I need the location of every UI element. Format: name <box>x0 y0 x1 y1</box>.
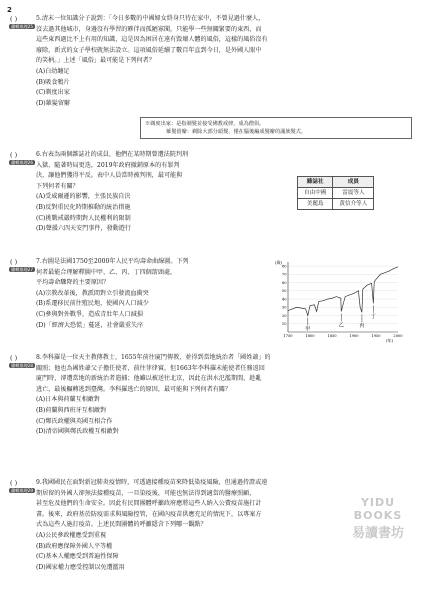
question-stem <box>36 150 300 192</box>
y-tick-label: 30 <box>281 305 287 310</box>
option-a: (A)白幼纏足 <box>36 67 70 75</box>
data-point <box>354 293 355 294</box>
data-point <box>363 289 364 290</box>
option-d: (D)聲援六四天安門事件，發動遊行 <box>36 225 131 233</box>
data-point <box>341 298 342 299</box>
question-number: 9. <box>36 479 42 486</box>
data-point <box>327 299 328 300</box>
annotation-label: 丁 <box>370 314 376 321</box>
option-c: (C)剃度出家 <box>36 89 70 97</box>
question-8 <box>10 353 410 438</box>
stem-line: 我國國民在面對新冠肺炎疫情時，可透過接種疫苗來降低染疫風險，但通過持證或遠 <box>41 479 268 486</box>
watermark-text: 易讀書坊 <box>351 526 404 541</box>
chart-grid <box>288 266 398 324</box>
option-d: (D)「經濟大恐慌」蔓延，社會嚴重失序 <box>36 321 144 329</box>
question-number: 8. <box>36 354 42 361</box>
answer-paren: ( ) <box>10 15 18 23</box>
stem-line: 期居留的外國人卻無法接種疫苗，一旦染疫後，可能也無法得到適當的醫療照顧， <box>36 489 256 497</box>
y-tick-label: 70 <box>281 272 287 277</box>
annotation-label: 甲 <box>305 326 311 333</box>
option-a: (A)日本與荷蘭互相敵對 <box>36 396 100 404</box>
watermark-text: BOOKS <box>353 509 403 522</box>
data-point <box>319 301 320 302</box>
stem-line: 何者最能合理解釋圖中甲、乙、丙、丁四個箭頭處， <box>36 268 177 276</box>
skill-tag: 邏輯推理26 <box>11 160 34 165</box>
y-axis-label: (歲) <box>275 260 283 265</box>
answer-paren: ( ) <box>10 258 18 266</box>
option-d: (D)國家權力應受控制以免遭濫用 <box>36 563 125 571</box>
data-point <box>345 296 346 297</box>
x-tick-label: 1950 <box>371 334 381 338</box>
page-number: 2 <box>7 6 12 14</box>
option-b: (B)荷蘭與西班牙互相敵對 <box>36 406 107 414</box>
skill-tag: 邏輯推理25 <box>11 24 34 29</box>
data-point <box>341 311 342 312</box>
table-cell: 美麗島 <box>298 199 333 210</box>
y-tick-label: 20 <box>281 313 287 318</box>
option-b: (B)反對重民化時期推動的統治措施 <box>36 203 131 211</box>
stem-line: 入獄，隨著時局更迭，2019年政府撤銷原本的有罪判 <box>36 161 180 169</box>
data-point <box>310 305 311 306</box>
y-tick-label: 40 <box>281 297 287 302</box>
question-stem <box>36 353 410 395</box>
table-row <box>298 199 374 210</box>
question-5 <box>10 14 410 109</box>
option-b: (B)吸食鴉片 <box>36 78 70 86</box>
option-c: (C)鄭氏政權與英國互相合作 <box>36 417 113 425</box>
watermark-text: YIDU <box>360 496 396 509</box>
skill-tag: 邏輯推理27 <box>11 267 34 272</box>
answer-paren: ( ) <box>10 151 18 159</box>
stem-line: 決，讓他們獲得平反。表中人員當時被判刑，最可能與 <box>36 172 183 180</box>
stem-line: 畫。後來，政府基於防疫需求與風險控管，在國內疫苗供應充足的情況下，以專案方 <box>36 510 262 518</box>
option-c: (C)挑戰戒嚴時期對人民權利的限制 <box>36 214 131 222</box>
footnote-line: ※剃度出家：是指剃髮並接受佛教戒律，成為僧侶。 <box>145 121 265 127</box>
data-point <box>305 309 306 310</box>
option-a: (A)宗教改革後，教派間對立引發流血衝突 <box>36 289 149 297</box>
x-tick-label: 1800 <box>305 334 315 338</box>
stem-line: 沒去過其他城市，身邊沒有學習的夥伴而孤陋寡聞，只能學一些無關緊要的東西，而 <box>36 25 262 33</box>
option-d: (D)清帝國與鄭氏政權互相敵對 <box>36 428 119 436</box>
data-point <box>367 285 368 286</box>
annotation-label: 丙 <box>359 323 365 330</box>
question-stem <box>36 257 280 289</box>
option-b: (B)系遷移民前往殖民地，使國內人口減少 <box>36 300 149 308</box>
table-cell: 自由中國 <box>298 188 333 199</box>
data-point <box>398 267 399 268</box>
option-b: (B)政府應保障外國人平等權 <box>36 542 113 550</box>
stem-line: 關照；他也為國姓爺父子擔任使者，前往菲律賓，但1663年李科羅未能使者任務返回 <box>36 364 265 372</box>
x-tick-label: 1900 <box>349 334 359 338</box>
stem-line: 廈門時，卻遭當地的新統治者遣捕；他雖以被送往北京，因此在洪水氾濫期間，趁亂 <box>36 375 262 383</box>
y-tick-label: 50 <box>281 289 287 294</box>
x-tick-label: 1750 <box>283 334 293 338</box>
footnote-box <box>140 117 412 139</box>
option-a: (A)受威爾遜的影響，主張民族自決 <box>36 193 131 201</box>
question-stem <box>36 14 410 67</box>
data-point <box>358 291 359 292</box>
table-header: 雜誌社 <box>298 177 333 188</box>
option-d: (D)薙髮留辮 <box>36 99 71 107</box>
stem-line: 右圖是法國1750至2000年人民平均壽命曲線圖。下列 <box>41 258 189 265</box>
data-point <box>336 296 337 297</box>
question-number: 5. <box>36 15 42 22</box>
data-point <box>374 282 375 283</box>
option-c: (C)參與對外戰爭，造成青壯年人口減損 <box>36 310 143 318</box>
stem-line: 這些東西過比不上有用的知識，這是因為困居在遠有毀壞人體的風俗，這樣的風俗沒有 <box>36 36 268 44</box>
answer-paren: ( ) <box>10 354 18 362</box>
data-point <box>373 303 374 304</box>
y-tick-labels <box>282 264 287 326</box>
data-point <box>308 315 309 316</box>
data-point <box>393 268 394 269</box>
annotation-label: 乙 <box>338 322 344 329</box>
data-point <box>292 309 293 310</box>
stem-line: 式為這些人施打疫苗。上述民間團體的呼籲隱含下列哪一觀點？ <box>36 521 207 529</box>
table-header: 成員 <box>333 177 374 188</box>
data-point <box>288 310 289 311</box>
y-tick-label: 60 <box>281 280 287 285</box>
data-point <box>360 307 361 308</box>
data-point <box>362 312 363 313</box>
stem-line: 甚至危及他們的生命安全。因此有民間團體呼籲政府應將這些人納入公費疫苗施打計 <box>36 500 262 508</box>
answer-paren: ( ) <box>10 479 18 487</box>
question-6 <box>10 150 300 235</box>
stem-line: 廢除，新式的女子學校就無法設立。這項風俗延續了數百年直到今日，是外國人眼中 <box>36 46 262 54</box>
stem-line: 李科羅是一位天主教傳教士，1655年前往廈門傳教，並得到當地統治者「國姓爺」的 <box>41 354 271 361</box>
data-point <box>389 271 390 272</box>
x-tick-label: 1850 <box>327 334 337 338</box>
table-row <box>298 188 374 199</box>
data-point <box>385 272 386 273</box>
data-point <box>297 307 298 308</box>
stem-line: 右表為兩個雜誌社的成員，他們在某時期曾遭法院判刑 <box>41 151 189 158</box>
option-a: (A)公民參政權應受到重視 <box>36 531 107 539</box>
data-point <box>314 305 315 306</box>
footnote-line: 薙髮留辮：剃除大部分頭髮，僅在腦後編成髮辮的滿族髮式。 <box>166 129 307 135</box>
table-cell: 雷震等人 <box>333 188 374 199</box>
publisher-watermark <box>344 496 412 541</box>
question-7 <box>10 257 280 331</box>
stem-line: 逃亡，最後輾轉逃到臺灣。李科羅逃亡的原因，最可能與下列何者有關？ <box>36 385 231 393</box>
life-expectancy-chart <box>274 258 404 344</box>
stem-line: 平均壽命驟降的主要原因？ <box>36 279 110 287</box>
question-number: 7. <box>36 258 42 265</box>
stem-line: 下列何者有關？ <box>36 182 79 190</box>
data-point <box>301 308 302 309</box>
data-point <box>376 279 377 280</box>
y-tick-label: 80 <box>281 264 287 269</box>
question-number: 6. <box>36 151 42 158</box>
data-point <box>380 274 381 275</box>
data-point <box>323 300 324 301</box>
data-point <box>316 311 317 312</box>
skill-tag: 邏輯推理29 <box>11 488 34 493</box>
skill-tag: 邏輯推理28 <box>11 363 34 368</box>
table-cell: 黃信介等人 <box>333 199 374 210</box>
magazine-table <box>297 176 374 210</box>
x-axis-label: (年) <box>386 338 394 343</box>
x-tick-label: 2000 <box>393 334 403 338</box>
data-point <box>349 295 350 296</box>
stem-line: 清末一位知識分子說到：「今日多數的中國婦女終身只待在家中，不曾見過什麼人， <box>41 15 265 22</box>
data-point <box>371 283 372 284</box>
data-point <box>332 298 333 299</box>
y-tick-label: 10 <box>281 322 287 327</box>
stem-line: 的笑柄。」上述「風俗」最可能是下列何者？ <box>36 57 155 65</box>
option-c: (C)基本人權應受到普遍性保障 <box>36 553 119 561</box>
